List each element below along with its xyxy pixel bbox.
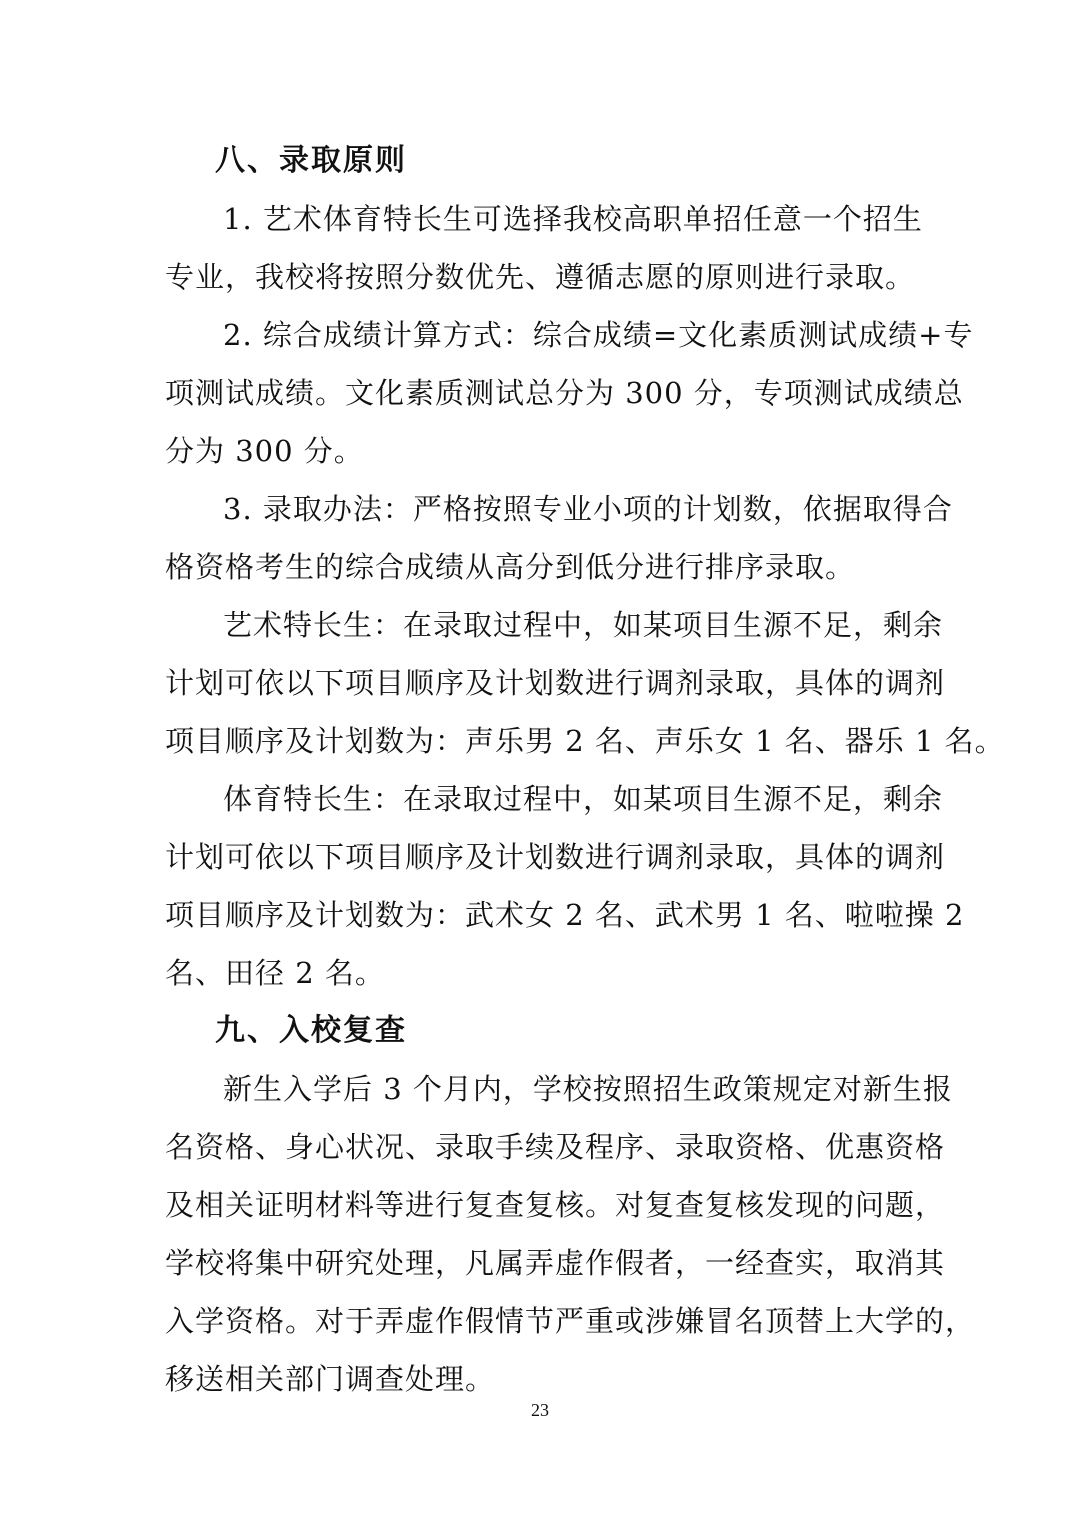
paragraph-3 xyxy=(165,480,953,596)
text-line: 学校将集中研究处理，凡属弄虚作假者，一经查实，取消其 xyxy=(165,1246,946,1280)
text-line: 格资格考生的综合成绩从高分到低分进行排序录取。 xyxy=(165,550,856,584)
text-line: 1. 艺术体育特长生可选择我校高职单招任意一个招生 xyxy=(223,202,923,236)
text-line: 计划可依以下项目顺序及计划数进行调剂录取，具体的调剂 xyxy=(165,840,946,874)
text-line: 专业，我校将按照分数优先、遵循志愿的原则进行录取。 xyxy=(165,260,916,294)
text-line: 移送相关部门调查处理。 xyxy=(165,1362,496,1396)
text-line: 2. 综合成绩计算方式：综合成绩=文化素质测试成绩+专 xyxy=(223,318,974,352)
paragraph-2 xyxy=(165,306,974,480)
text-line: 项目顺序及计划数为：武术女 2 名、武术男 1 名、啦啦操 2 xyxy=(165,898,965,932)
paragraph-art-students xyxy=(165,596,1005,770)
text-line: 项目顺序及计划数为：声乐男 2 名、声乐女 1 名、器乐 1 名。 xyxy=(165,724,1005,758)
text-line: 名资格、身心状况、录取手续及程序、录取资格、优惠资格 xyxy=(165,1130,946,1164)
text-line: 计划可依以下项目顺序及计划数进行调剂录取，具体的调剂 xyxy=(165,666,946,700)
paragraph-1 xyxy=(165,190,923,306)
text-line: 及相关证明材料等进行复查复核。对复查复核发现的问题， xyxy=(165,1188,946,1222)
text-line: 艺术特长生：在录取过程中，如某项目生源不足，剩余 xyxy=(223,608,944,642)
text-line: 体育特长生：在录取过程中，如某项目生源不足，剩余 xyxy=(223,782,944,816)
section-heading-admission-principles: 八、录取原则 xyxy=(215,143,407,178)
paragraph-sports-students xyxy=(165,770,965,1002)
text-line: 分为 300 分。 xyxy=(165,434,364,468)
paragraph-review xyxy=(165,1060,976,1408)
page-content xyxy=(165,132,1005,1408)
text-line: 3. 录取办法：严格按照专业小项的计划数，依据取得合 xyxy=(223,492,953,526)
text-line: 名、田径 2 名。 xyxy=(165,956,385,990)
page-number: 23 xyxy=(531,1400,549,1420)
text-line: 新生入学后 3 个月内，学校按照招生政策规定对新生报 xyxy=(223,1072,953,1106)
text-line: 入学资格。对于弄虚作假情节严重或涉嫌冒名顶替上大学的， xyxy=(165,1304,976,1338)
section-heading-enrollment-review: 九、入校复查 xyxy=(215,1013,407,1048)
text-line: 项测试成绩。文化素质测试总分为 300 分，专项测试成绩总 xyxy=(165,376,964,410)
